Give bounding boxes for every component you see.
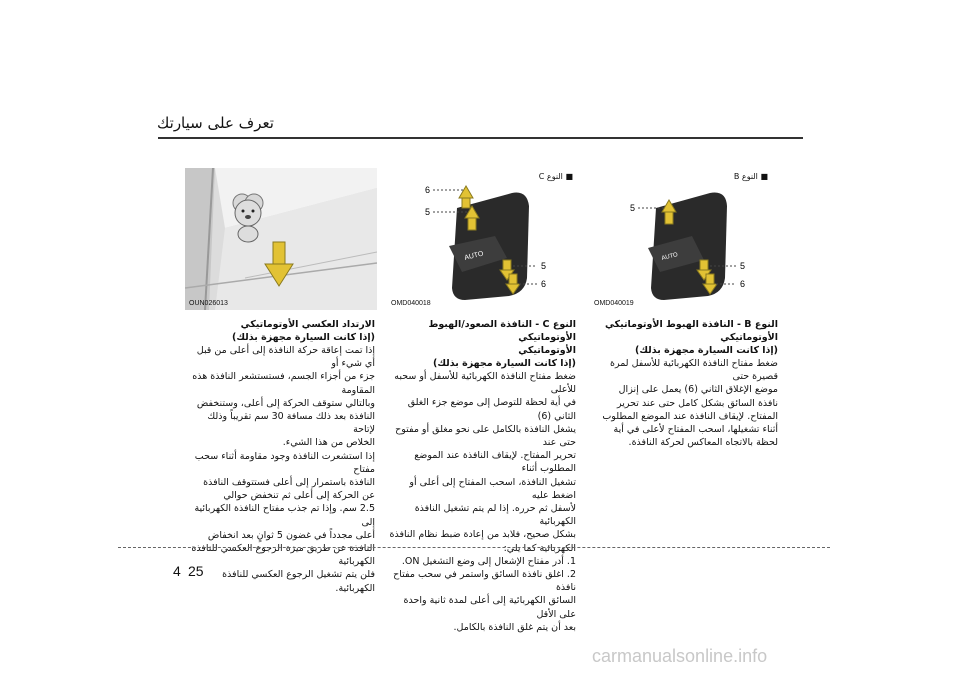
figure-switch-type-b	[590, 168, 776, 310]
watermark-text: carmanualsonline.info	[592, 646, 768, 666]
section-title: النوع B - النافذة الهبوط الأوتوماتيكي	[604, 319, 778, 330]
body-line: موضع الإغلاق الثاني (6) يعمل على إنزال	[618, 384, 778, 396]
body-line: بشكل صحيح، فلابد من إعادة ضبط نظام النافذة	[389, 529, 576, 541]
section-type-c	[388, 318, 576, 634]
body-line: وبالتالي ستوقف الحركة إلى أعلى، وستنخفض	[196, 397, 375, 409]
body-line: نافذة السائق بشكل كامل حتى عند تحرير	[617, 397, 778, 409]
switch-b-illustration	[590, 168, 776, 310]
body-line: جزء من أجزاء الجسم، فستستشعر النافذة هذه المقاومة	[192, 371, 375, 396]
body-line: لحظة بالاتجاه المعاكس لحركة النافذة.	[628, 437, 778, 449]
window-illustration	[185, 168, 377, 310]
body-line: أثناء تشغيلها، اسحب المفتاح لأعلى في أية	[613, 424, 778, 436]
section-body	[187, 344, 375, 595]
body-line: تحرير المفتاح. لإيقاف النافذة عند الموضع المطلوب أثناء	[414, 450, 576, 475]
body-line: السائق الكهربائية إلى أعلى لمدة ثانية واحدة على الأقل	[403, 595, 576, 620]
figure-caption: OMD040018	[391, 300, 431, 307]
page-number-chapter: 4	[173, 563, 181, 579]
figure-caption: OUN026013	[189, 300, 228, 307]
figure-type-label: ■ النوع C	[538, 172, 573, 181]
body-line: أعلى مجدداً في غضون 5 ثوانٍ بعد انخفاض	[207, 529, 375, 541]
switch-c-illustration	[387, 168, 581, 310]
body-line: يشغل النافذة بالكامل على نحو مغلق أو مفتوح حتى عند	[395, 423, 576, 449]
body-line: ضغط مفتاح النافذة الكهربائية للأسفل أو سحبه للأعلى	[394, 371, 576, 396]
body-line: تشغيل النافذة، اسحب المفتاح إلى أعلى أو اضغط عليه	[409, 476, 576, 501]
svg-text:AUTO: AUTO	[661, 252, 679, 262]
section-auto-reverse	[187, 318, 375, 595]
body-line: بعد أن يتم غلق النافذة بالكامل.	[453, 621, 576, 633]
body-line: النافذة بعد ذلك مسافة 30 سم تقريباً وذلك لإتاحة	[207, 411, 375, 436]
body-line: 2. اغلق نافذة السائق واستمر في سحب مفتاح نافذة	[393, 569, 576, 594]
position-label: 6	[425, 185, 431, 195]
body-line: إذا تمت إعاقة حركة النافذة إلى أعلى من قبل أي شيء أو	[196, 345, 375, 370]
figure-type-label: ■ النوع B	[733, 172, 768, 181]
svg-text:AUTO: AUTO	[463, 250, 485, 262]
body-line: الكهربائية كما يلي:	[503, 542, 576, 554]
position-label: 6	[740, 279, 746, 289]
position-label: 6	[541, 279, 547, 289]
position-label: 5	[740, 261, 746, 271]
section-body	[590, 357, 778, 449]
body-line: لأسفل ثم حرره. إذا لم يتم تشغيل النافذة الكهربائية	[414, 503, 576, 528]
figure-switch-type-c	[387, 168, 581, 310]
position-label: 5	[630, 203, 636, 213]
body-line: الخلاص من هذا الشيء.	[282, 437, 375, 449]
section-type-b	[590, 318, 778, 449]
figure-window-obstruction	[185, 168, 377, 310]
section-title-cont: الأوتوماتيكي	[720, 332, 778, 343]
section-body	[388, 370, 576, 634]
page-number: 25	[188, 563, 204, 579]
body-line: المفتاح. لإيقاف النافذة عند الموضع المطلوب	[602, 410, 778, 422]
section-title: النوع C - النافذة الصعود/الهبوط الأوتوماتيكي	[428, 319, 576, 343]
body-line: النافذة باستمرار إلى أعلى فستتوقف النافذة	[203, 477, 375, 489]
body-line: ضغط مفتاح النافذة الكهربائية للأسفل لمرة قصيرة حتى	[609, 358, 778, 383]
body-line: 1. أدر مفتاح الإشعال إلى وضع التشغيل ON.	[401, 555, 576, 567]
header-divider	[158, 137, 803, 139]
section-subtitle: (إذا كانت السيارة مجهزة بذلك)	[634, 345, 778, 356]
body-line: 2.5 سم. وإذا تم جذب مفتاح النافذة الكهربائية إلى	[194, 503, 375, 528]
body-line: إذا استشعرت النافذة وجود مقاومة أثناء سحب مفتاح	[194, 450, 375, 475]
body-line: في أية لحظة للتوصل إلى موضع جزء الغلق الثاني (6)	[407, 397, 576, 422]
body-line: فلن يتم تشغيل الرجوع العكسي للنافذة الكهربائية.	[222, 569, 375, 594]
section-title: الارتداد العكسي الأوتوماتيكي	[240, 319, 375, 330]
section-subtitle: (إذا كانت السيارة مجهزة بذلك)	[432, 358, 576, 369]
figure-caption: OMD040019	[594, 300, 634, 307]
body-line: النافذة عن طريق ميزة الرجوع العكسي للنافذة الكهربائية	[191, 543, 375, 568]
section-title-cont: الأوتوماتيكي	[518, 345, 576, 356]
position-label: 5	[425, 207, 431, 217]
section-subtitle: (إذا كانت السيارة مجهزة بذلك)	[231, 332, 375, 343]
page-header-title: تعرف على سيارتك	[157, 114, 274, 132]
body-line: عن الحركة إلى أعلى ثم تنخفض حوالي	[223, 490, 375, 502]
position-label: 5	[541, 261, 547, 271]
footer-divider	[118, 547, 830, 548]
